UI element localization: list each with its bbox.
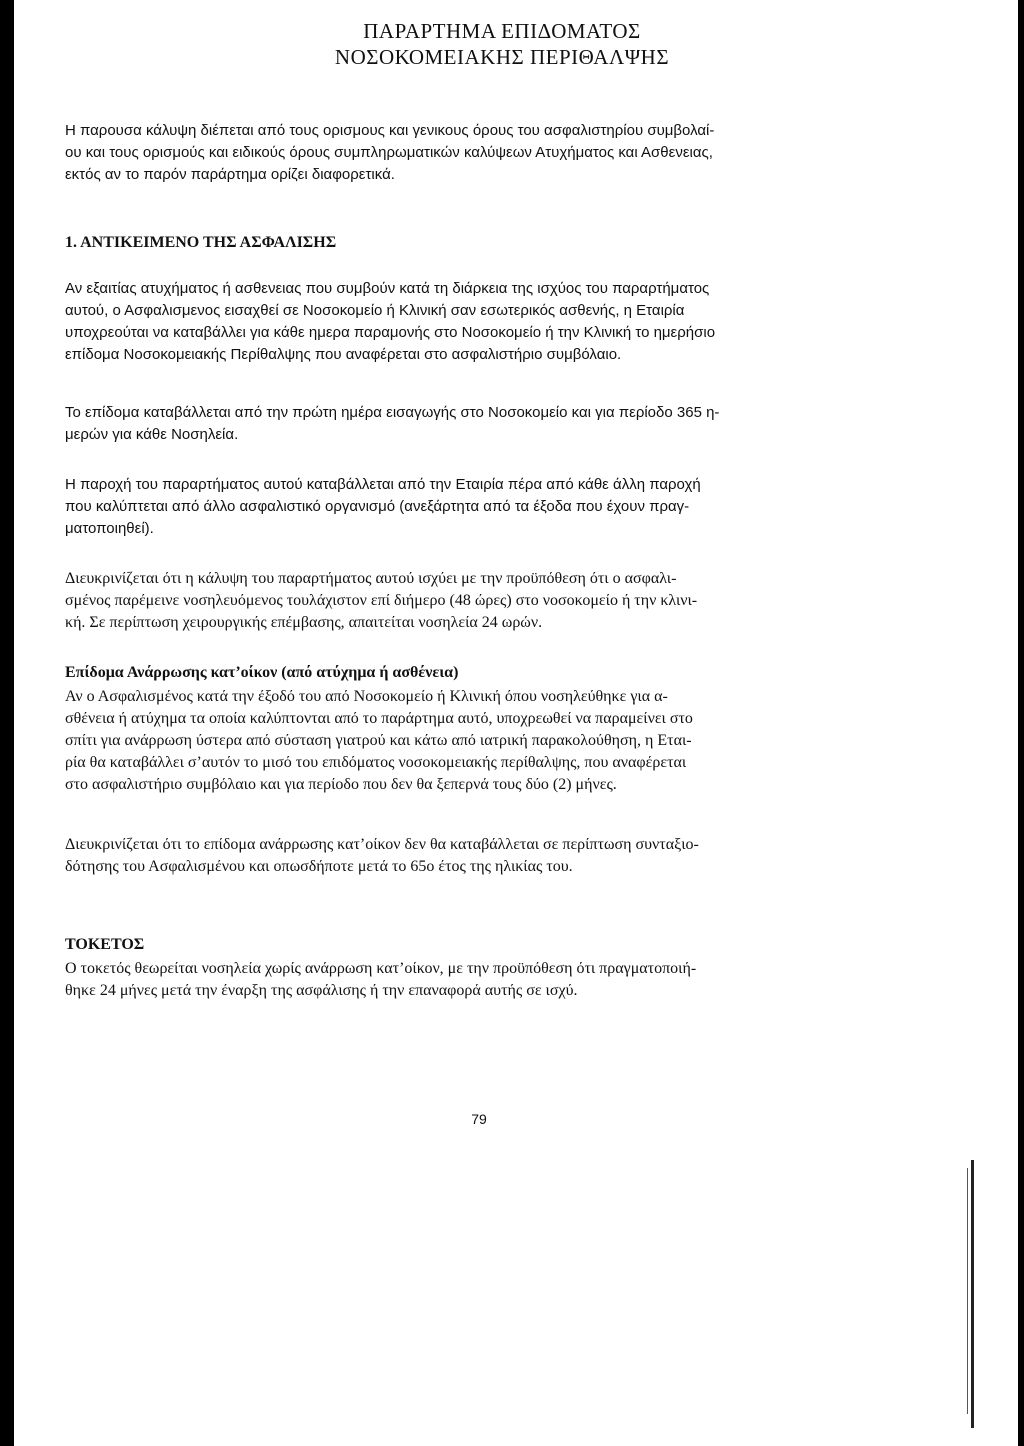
page-number: 79 bbox=[471, 1111, 487, 1127]
recovery-p1-line-3: σπίτι για ανάρρωση ύστερα από σύσταση γιατρού και κάτω από ιατρική παρακολούθηση, η Εται- bbox=[65, 732, 692, 749]
section-1-p3-line-2: που καλύπτεται από άλλο ασφαλιστικό οργανισμό (ανεξάρτητα από τα έξοδα που έχουν πραγ- bbox=[65, 498, 690, 515]
recovery-p1-line-5: στο ασφαλιστήριο συμβόλαιο και για περίοδο που δεν θα ξεπερνά τους δύο (2) μήνες. bbox=[65, 776, 617, 793]
section-1-p1-line-3: υποχρεούται να καταβάλλει για κάθε ημερα παραμονής στο Νοσοκομείο ή την Κλινική το ημερήσιο bbox=[65, 324, 716, 341]
section-1-p2-line-2: μερών για κάθε Νοσηλεία. bbox=[65, 426, 239, 443]
birth-paragraph bbox=[65, 958, 911, 1002]
recovery-paragraph-2 bbox=[65, 834, 911, 878]
recovery-p2-line-1: Διευκρινίζεται ότι το επίδομα ανάρρωσης κατ’οίκον δεν θα καταβάλλεται σε περίπτωση συνταξιο- bbox=[65, 836, 699, 853]
section-1-paragraph-3 bbox=[65, 474, 911, 540]
document-title bbox=[14, 18, 990, 70]
recovery-paragraph-1 bbox=[65, 686, 911, 796]
section-1-p3-line-1: Η παροχή του παραρτήματος αυτού καταβάλλεται από την Εταιρία πέρα από κάθε άλλη παροχή bbox=[65, 476, 701, 493]
recovery-p1-line-2: σθένεια ή ατύχημα τα οποία καλύπτονται από το παράρτημα αυτό, υποχρεωθεί να παραμείνει στο bbox=[65, 710, 693, 727]
section-1-p1-line-2: αυτού, ο Ασφαλισμενος εισαχθεί σε Νοσοκομείο ή Κλινική σαν εσωτερικός ασθενής, η Εταιρία bbox=[65, 302, 685, 319]
scan-edge-mark-thin bbox=[967, 1168, 968, 1414]
section-1-p4-line-2: σμένος παρέμεινε νοσηλευόμενος τουλάχιστον επί διήμερο (48 ώρες) στο νοσοκομείο ή την κλινι- bbox=[65, 592, 698, 609]
intro-paragraph bbox=[65, 120, 911, 186]
birth-line-2: θηκε 24 μήνες μετά την έναρξη της ασφάλισης ή την επαναφορά αυτής σε ισχύ. bbox=[65, 982, 578, 999]
section-1-paragraph-4 bbox=[65, 568, 911, 634]
section-1-heading: 1. ΑΝΤΙΚΕΙΜΕΝΟ ΤΗΣ ΑΣΦΑΛΙΣΗΣ bbox=[65, 234, 337, 251]
intro-line-3: εκτός αν το παρόν παράρτημα ορίζει διαφορετικά. bbox=[65, 166, 395, 183]
scan-edge-mark bbox=[971, 1160, 974, 1428]
document-page bbox=[14, 0, 1018, 1446]
section-1-paragraph-1 bbox=[65, 278, 911, 366]
section-1-paragraph-2 bbox=[65, 402, 911, 446]
recovery-p2-line-2: δότησης του Ασφαλισμένου και οπωσδήποτε μετά το 65ο έτος της ηλικίας του. bbox=[65, 858, 573, 875]
section-1-p4-line-1: Διευκρινίζεται ότι η κάλυψη του παραρτήματος αυτού ισχύει με την προϋπόθεση ότι ο ασφαλι- bbox=[65, 570, 677, 587]
recovery-p1-line-1: Αν ο Ασφαλισμένος κατά την έξοδό του από Νοσοκομείο ή Κλινική όπου νοσηλεύθηκε για α- bbox=[65, 688, 668, 705]
intro-line-2: ου και τους ορισμούς και ειδικούς όρους συμπληρωματικών καλύψεων Ατυχήματος και Ασθενειας, bbox=[65, 144, 713, 161]
title-line-1: ΠΑΡΑΡΤΗΜΑ ΕΠΙΔΟΜΑΤΟΣ bbox=[363, 19, 641, 43]
section-1-p1-line-4: επίδομα Νοσοκομειακής Περίθαλψης που αναφέρεται στο ασφαλιστήριο συμβόλαιο. bbox=[65, 346, 622, 363]
title-line-2: ΝΟΣΟΚΟΜΕΙΑΚΗΣ ΠΕΡΙΘΑΛΨΗΣ bbox=[334, 45, 670, 69]
section-1-p3-line-3: ματοποιηθεί). bbox=[65, 520, 154, 537]
intro-line-1: Η παρουσα κάλυψη διέπεται από τους ορισμους και γενικους όρους του ασφαλιστηρίου συμβολαί- bbox=[65, 122, 715, 139]
section-1-p1-line-1: Αν εξαιτίας ατυχήματος ή ασθενειας που συμβούν κατά τη διάρκεια της ισχύος του παραρτήματος bbox=[65, 280, 710, 297]
section-1-p2-line-1: Το επίδομα καταβάλλεται από την πρώτη ημέρα εισαγωγής στο Νοσοκομείο και για περίοδο 365 η- bbox=[65, 404, 720, 421]
birth-heading: ΤΟΚΕΤΟΣ bbox=[65, 936, 145, 953]
recovery-p1-line-4: ρία θα καταβάλλει σ’αυτόν το μισό του επιδόματος νοσοκομειακής περίθαλψης, που αναφέρεται bbox=[65, 754, 687, 771]
recovery-heading: Επίδομα Ανάρρωσης κατ’οίκον (από ατύχημα ή ασθένεια) bbox=[65, 664, 459, 681]
section-1-p4-line-3: κή. Σε περίπτωση χειρουργικής επέμβασης, απαιτείται νοσηλεία 24 ωρών. bbox=[65, 614, 543, 631]
birth-line-1: Ο τοκετός θεωρείται νοσηλεία χωρίς ανάρρωση κατ’οίκον, με την προϋπόθεση ότι πραγματοποιή- bbox=[65, 960, 697, 977]
